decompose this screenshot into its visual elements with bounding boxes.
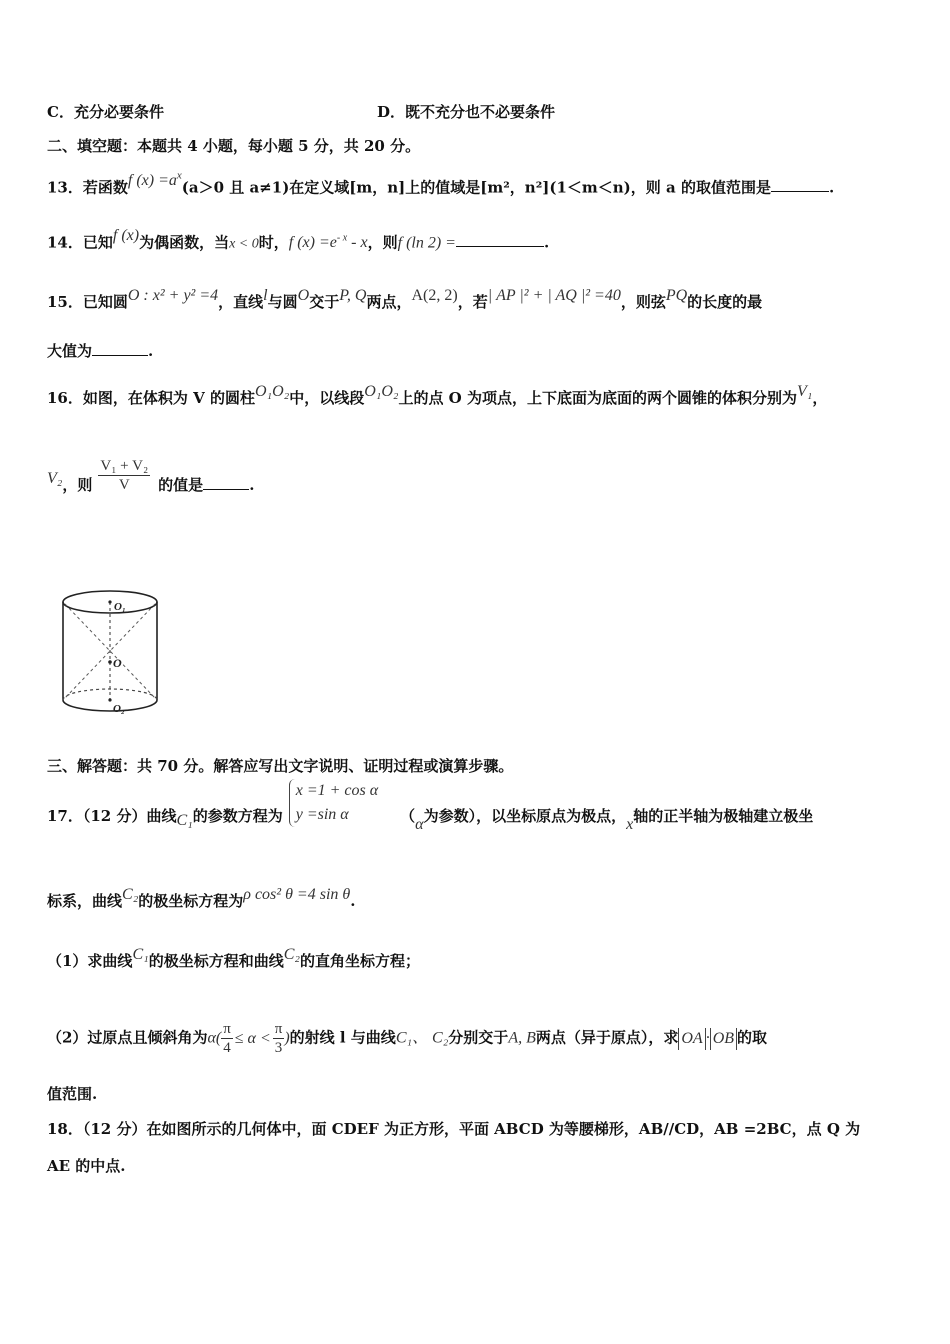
frac-pi-3: $\frac{\pi}{3}$ xyxy=(274,1021,283,1056)
point-o xyxy=(108,660,112,664)
q13-text: (a＞0 且 a≠1)在定义域[m，n]上的值域是[m²，n²](1＜m＜n)，则 a 的取值范围是 xyxy=(181,178,771,197)
q13-number: 13．若函数 xyxy=(47,178,128,197)
q14-formula-def: f $(x) =e^{- x} - x$ xyxy=(288,233,368,252)
label-o1: O₁ xyxy=(114,601,126,613)
answer-blank[interactable] xyxy=(771,177,829,192)
q14-formula-fx: f (x) xyxy=(112,227,140,245)
q13-formula: f $(x) =a^x$ xyxy=(127,170,182,190)
q14-condition: x < 0 xyxy=(229,236,259,252)
q17-polar-eq: ρ cos² θ =4 sin θ xyxy=(243,886,351,903)
q17-number: 17．（12 分）曲线 xyxy=(47,807,177,825)
label-o: O xyxy=(113,656,122,670)
question-17-line2: 标系，曲线C₂的极坐标方程为ρ cos² θ =4 sin θ. xyxy=(47,886,356,910)
question-17: 17．（12 分）曲线C₁的参数方程为 x =1 + cos α y =sin α （α为参数），以坐标原点为极点，x轴的正半轴为极轴建立极坐 xyxy=(47,805,910,828)
question-18: 18．（12 分）在如图所示的几何体中，面 CDEF 为正方形，平面 ABCD 为等腰梯形，AB//CD，AB =2BC，点 Q 为 xyxy=(47,1120,861,1138)
label-o2: O₂ xyxy=(113,703,125,715)
question-16: 16．如图，在体积为 V 的圆柱O₁O₂中，以线段O₁O₂上的点 O 为项点，上下底面为底面的两个圆锥的体积分别为V₁， xyxy=(47,383,828,407)
q14-formula-target: f (ln 2) = xyxy=(397,234,456,252)
section-2-header: 二、填空题：本题共 4 小题，每小题 5 分，共 20 分。 xyxy=(47,137,421,155)
point-o2 xyxy=(108,698,111,701)
q15-condition: | AP |² + | AQ |² =40 xyxy=(487,287,621,304)
question-17-part2: （2）过原点且倾斜角为α( $\frac{\pi}{4}$ ≤ α < $\frac{\pi}{3}$ )的射线 l 与曲线C₁、 C₂分别交于A, B两点（异于原点），求 OA · OB 的取 xyxy=(47,1021,768,1056)
question-15-cont: 大值为 . xyxy=(47,342,154,360)
frac-pi-4: $\frac{\pi}{4}$ xyxy=(223,1021,231,1056)
question-14: 14．已知f (x)为偶函数，当x < 0时，f $(x) =e^{- x} - x$，则f (ln 2) = . xyxy=(47,227,550,252)
q14-number: 14．已知 xyxy=(47,233,113,252)
option-d: D．既不充分也不必要条件 xyxy=(377,103,556,121)
question-16-cont: V₂，则 $\frac{\text{V₁ + V₂}}{V}$ 的值是 . xyxy=(47,457,255,494)
question-17-part2-cont: 值范围. xyxy=(47,1085,98,1103)
question-13: 13．若函数f $(x) =a^x(a>0$ 且 a≠1)在定义域[m，n]上的值域是[m²，n²](1＜m＜n)，则 a 的取值范围是 . xyxy=(47,170,835,197)
q16-number: 16．如图，在体积为 V 的圆柱 xyxy=(47,389,255,407)
q15-circle-eq: O : x² + y² =4 xyxy=(127,287,219,304)
bottom-arc-front xyxy=(63,700,157,711)
point-o1 xyxy=(108,600,111,603)
question-17-part1: （1）求曲线C₁的极坐标方程和曲线C₂的直角坐标方程； xyxy=(47,946,420,970)
answer-blank[interactable] xyxy=(92,341,148,356)
option-row xyxy=(47,101,910,123)
q15-point-a: A(2, 2) xyxy=(411,287,458,304)
q16-fraction: $\frac{\text{V₁ + V₂}}{V}$ xyxy=(100,457,149,493)
question-15: 15．已知圆O : x² + y² =4，直线l与圆O交于P, Q两点，A(2, 2)，若| AP |² + | AQ |² =40，则弦PQ的长度的最 xyxy=(47,287,763,311)
answer-blank[interactable] xyxy=(456,232,544,247)
cylinder-figure xyxy=(52,588,168,720)
q15-number: 15．已知圆 xyxy=(47,293,128,311)
q17-parametric-system: x =1 + cos α y =sin α xyxy=(289,779,378,827)
option-c: C．充分必要条件 xyxy=(47,103,164,121)
answer-blank[interactable] xyxy=(203,475,249,490)
section-3-header: 三、解答题：共 70 分。解答应写出文字说明、证明过程或演算步骤。 xyxy=(47,757,514,775)
question-18-cont: AE 的中点. xyxy=(47,1157,126,1175)
